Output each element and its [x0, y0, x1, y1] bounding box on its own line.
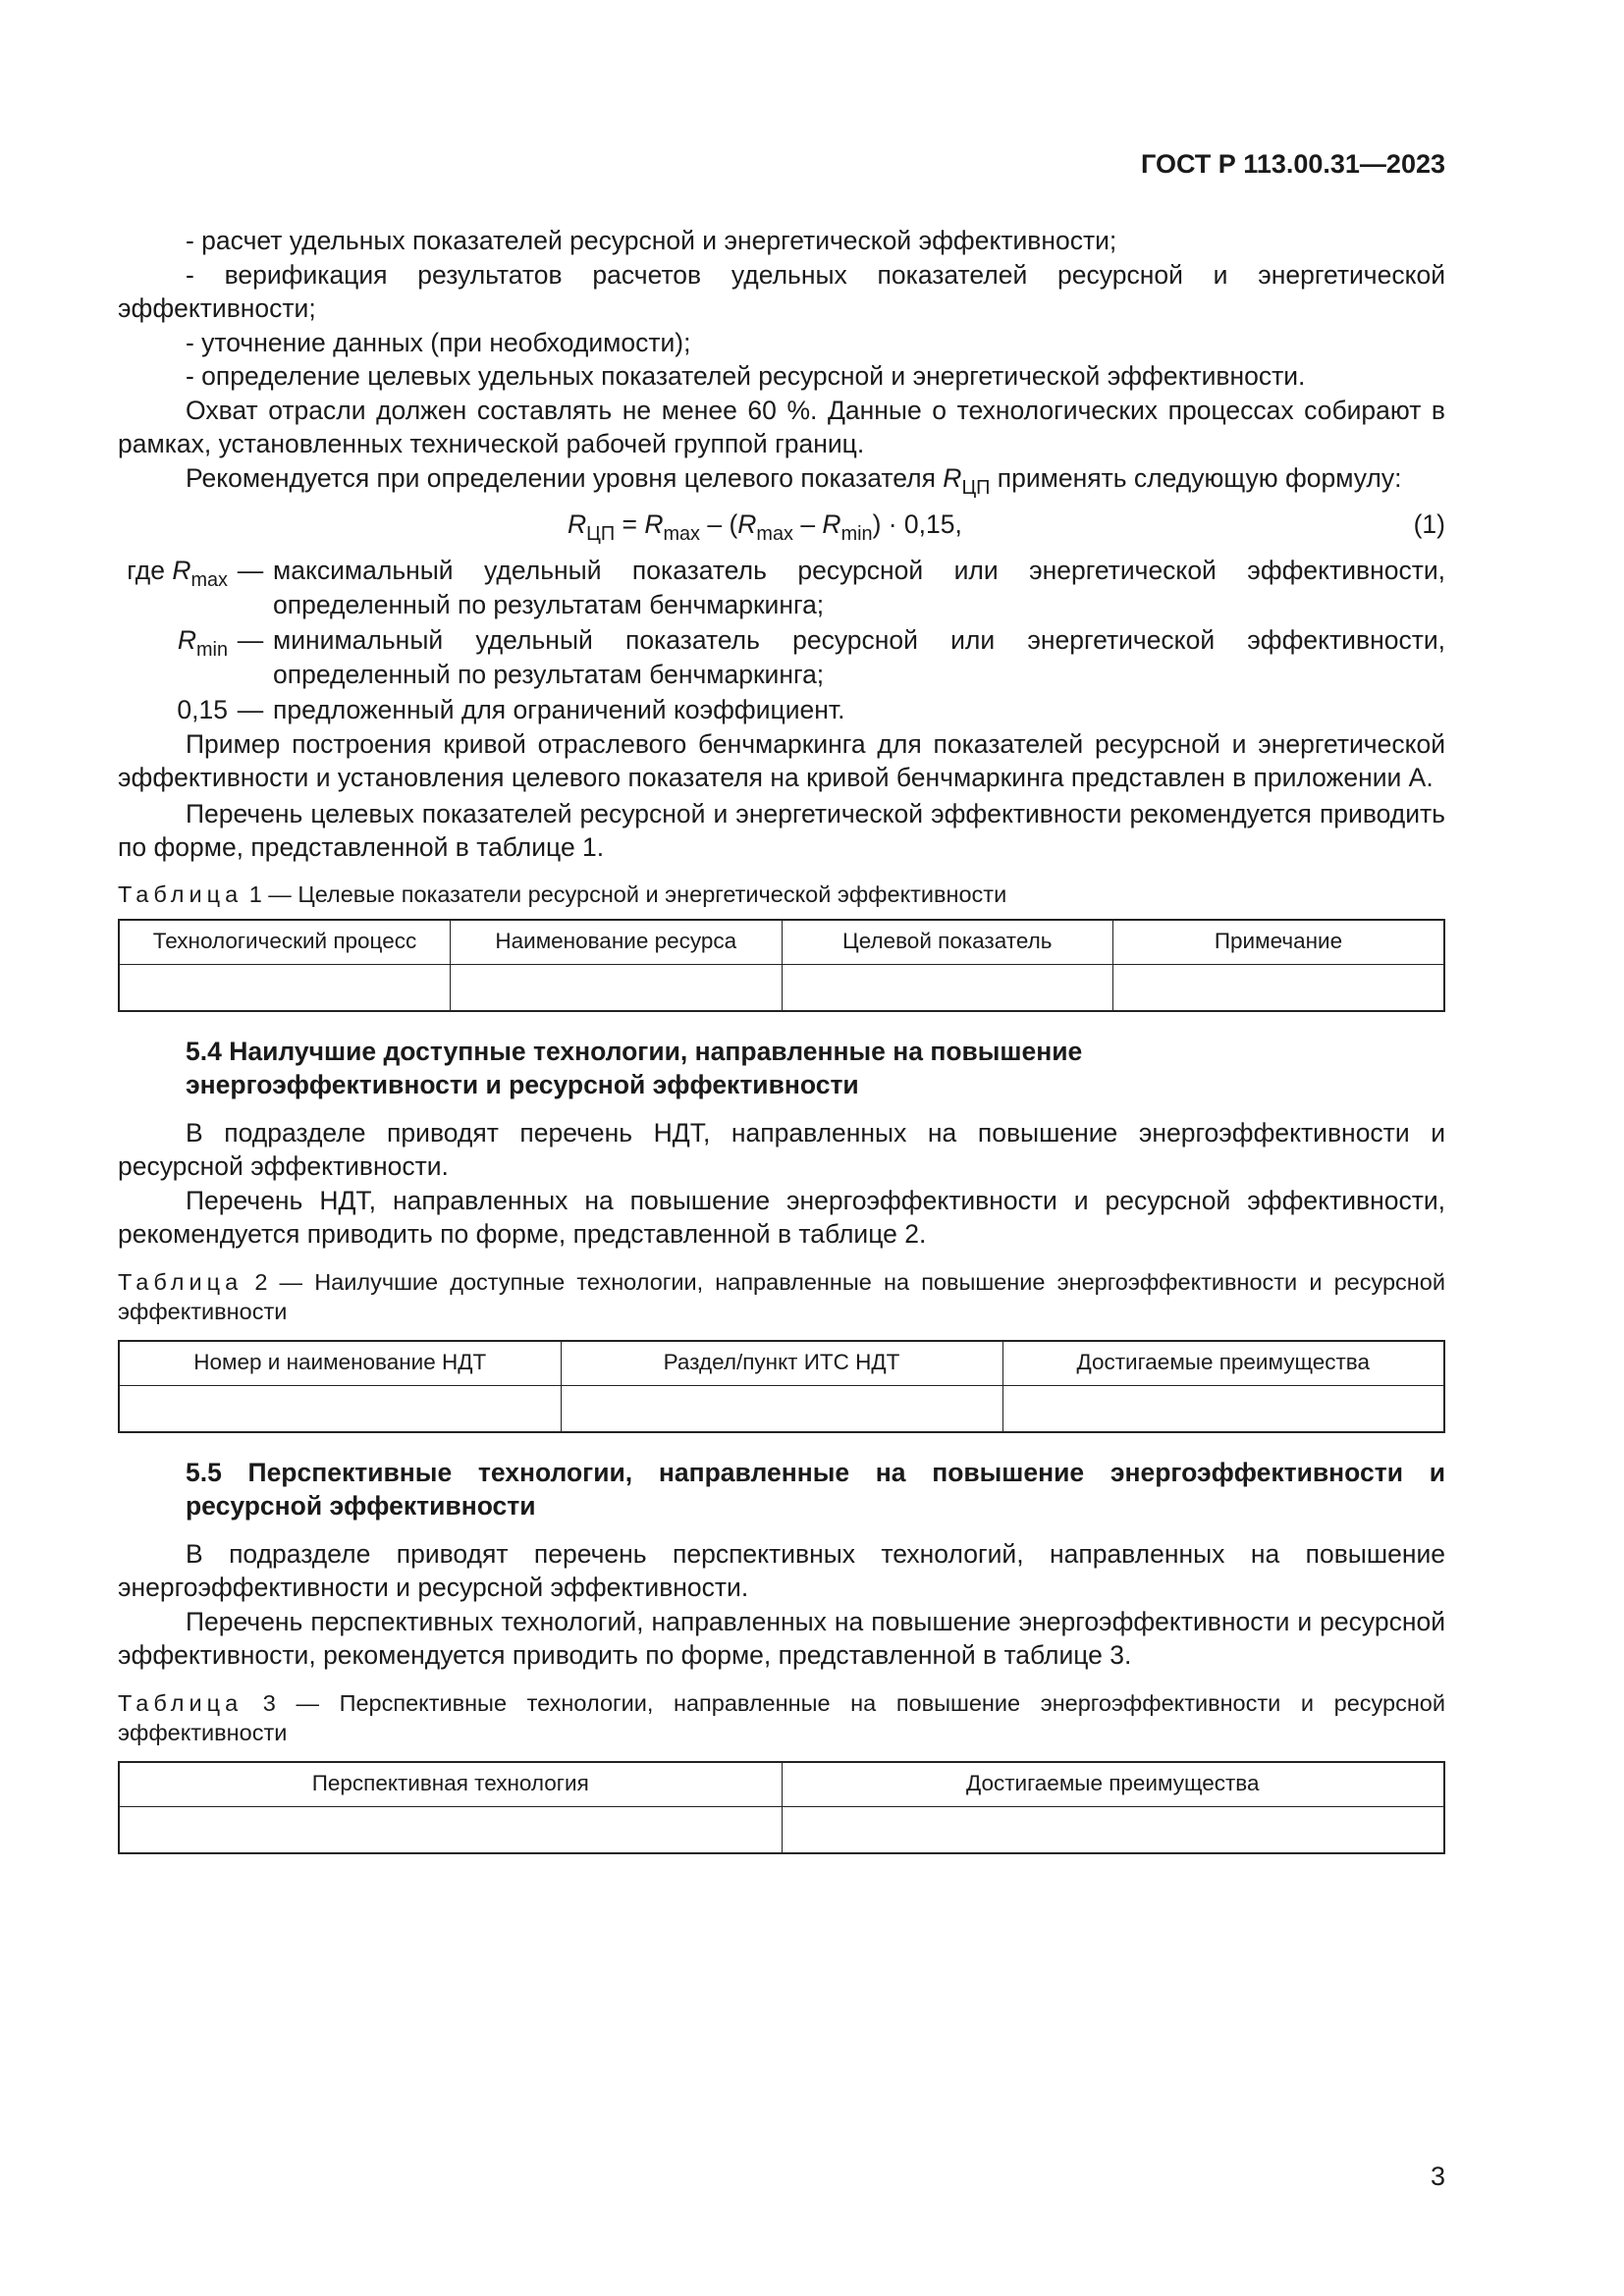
- list-item: - уточнение данных (при необходимости);: [186, 327, 691, 357]
- definition-dash: —: [237, 625, 264, 655]
- caption-text: 2 — Наилучшие доступные технологии, направленные на повышение энергоэффективности и ресурсной эффективности: [118, 1268, 1445, 1324]
- formula-lhs: R: [568, 509, 587, 539]
- definition-row: [118, 623, 1445, 691]
- table-cell: [561, 1385, 1002, 1432]
- paragraph: В подразделе приводят перечень НДТ, направленных на повышение энергоэффективности и ресурсной эффективности.: [118, 1117, 1445, 1181]
- table-cell: [1002, 1385, 1444, 1432]
- definition-sub: min: [196, 638, 228, 661]
- table-header-cell: Технологический процесс: [119, 920, 451, 965]
- formula-tail: ) · 0,15,: [872, 509, 962, 539]
- table-cell: [1113, 964, 1445, 1011]
- table-cell: [119, 1385, 561, 1432]
- section-5-4-title: 5.4 Наилучшие доступные технологии, направленные на повышение энергоэффективности и ресурсной эффективности: [186, 1036, 1083, 1099]
- definition-sub: max: [190, 568, 228, 591]
- paragraph: Перечень перспективных технологий, направленных на повышение энергоэффективности и ресурсной эффективности, рекомендуется приводить по форме, представленной в таблице 3.: [118, 1606, 1445, 1670]
- formula-r2-sub: max: [756, 522, 793, 545]
- paragraph: В подразделе приводят перечень перспективных технологий, направленных на повышение энергоэффективности и ресурсной эффективности.: [118, 1538, 1445, 1602]
- table-cell: [451, 964, 783, 1011]
- list-item: - определение целевых удельных показателей ресурсной и энергетической эффективности.: [186, 361, 1306, 391]
- symbol-r: R: [943, 462, 962, 493]
- list-item: - расчет удельных показателей ресурсной и энергетической эффективности;: [186, 226, 1117, 255]
- formula-number: (1): [1413, 509, 1445, 539]
- table3-prospective-tech: [118, 1761, 1445, 1854]
- paragraph: Перечень НДТ, направленных на повышение энергоэффективности и ресурсной эффективности, рекомендуется приводить по форме, представленной в таблице 2.: [118, 1185, 1445, 1249]
- definition-symbol: [118, 554, 228, 621]
- table-header-cell: Целевой показатель: [782, 920, 1113, 965]
- symbol-subscript: ЦП: [961, 476, 991, 499]
- table1-caption: [118, 880, 1445, 909]
- definition-prefix: где: [127, 556, 173, 585]
- table-header-cell: Достигаемые преимущества: [1002, 1341, 1444, 1386]
- paragraph-example: Пример построения кривой отраслевого бенчмаркинга для показателей ресурсной и энергетической эффективности и установления целевого показателя на кривой бенчмаркинга представлен в приложении А.: [118, 728, 1445, 792]
- table-cell: [782, 964, 1113, 1011]
- intro-text: Рекомендуется при определении уровня целевого показателя: [186, 462, 936, 493]
- definition-sym: 0,15: [177, 695, 228, 724]
- paragraph-list-targets: Перечень целевых показателей ресурсной и энергетической эффективности рекомендуется приводить по форме, представленной в таблице 1.: [118, 798, 1445, 862]
- definition-text: максимальный удельный показатель ресурсной или энергетической эффективности, определенный по результатам бенчмаркинга;: [273, 556, 1445, 619]
- table-header-cell: Перспективная технология: [119, 1762, 782, 1807]
- formula-block: [118, 507, 1445, 545]
- table-header-cell: Достигаемые преимущества: [782, 1762, 1444, 1807]
- formula-op2: –: [792, 509, 823, 539]
- formula-lhs-sub: ЦП: [586, 522, 616, 545]
- table-cell: [119, 1806, 782, 1853]
- definition-dash: —: [237, 556, 264, 585]
- table-header-cell: Примечание: [1113, 920, 1445, 965]
- table-cell: [119, 964, 451, 1011]
- table3-caption: [118, 1688, 1445, 1747]
- definition-row: [118, 693, 1445, 727]
- formula-r3-sub: min: [840, 522, 873, 545]
- document-header-id: ГОСТ Р 113.00.31—2023: [1141, 149, 1445, 179]
- intro-tail: применять следующую формулу:: [997, 462, 1402, 493]
- table-header-cell: Наименование ресурса: [451, 920, 783, 965]
- paragraph-coverage: Охват отрасли должен составлять не менее 60 %. Данные о технологических процессах собирают в рамках, установленных технической рабочей группой границ.: [118, 395, 1445, 458]
- definition-text: минимальный удельный показатель ресурсной или энергетической эффективности, определенный по результатам бенчмаркинга;: [273, 625, 1445, 689]
- definition-row: [118, 554, 1445, 621]
- definition-symbol: [118, 623, 228, 691]
- table-header-cell: Номер и наименование НДТ: [119, 1341, 561, 1386]
- caption-label: Таблица: [118, 1689, 244, 1716]
- definition-dash: —: [237, 695, 264, 724]
- list-item: - верификация результатов расчетов удельных показателей ресурсной и энергетической эффективности;: [118, 259, 1445, 323]
- definition-sym: R: [172, 556, 191, 585]
- formula-op1: – (: [699, 509, 738, 539]
- caption-text: 1 — Целевые показатели ресурсной и энергетической эффективности: [248, 881, 1007, 907]
- formula-r1: R: [644, 509, 664, 539]
- caption-text: 3 — Перспективные технологии, направленные на повышение энергоэффективности и ресурсной эффективности: [118, 1689, 1446, 1745]
- page-number: 3: [1430, 2162, 1445, 2191]
- page-content: [118, 224, 1445, 1854]
- definition-text: предложенный для ограничений коэффициент.: [273, 695, 845, 724]
- formula-eq: =: [615, 509, 645, 539]
- formula-r1-sub: max: [663, 522, 700, 545]
- section-5-5-title: 5.5 Перспективные технологии, направленные на повышение энергоэффективности и ресурсной эффективности: [186, 1457, 1445, 1521]
- caption-label: Таблица: [118, 881, 244, 907]
- table-cell: [782, 1806, 1444, 1853]
- definition-symbol: [118, 693, 228, 727]
- definition-sym: R: [177, 625, 196, 655]
- formula-r2: R: [737, 509, 757, 539]
- table1-target-indicators: [118, 919, 1445, 1012]
- paragraph-formula-intro: [118, 461, 1445, 499]
- formula-expression: [568, 507, 962, 545]
- caption-label: Таблица: [118, 1268, 244, 1295]
- formula-r3: R: [822, 509, 841, 539]
- table2-best-available-tech: [118, 1340, 1445, 1433]
- table2-caption: [118, 1267, 1445, 1326]
- table-header-cell: Раздел/пункт ИТС НДТ: [561, 1341, 1002, 1386]
